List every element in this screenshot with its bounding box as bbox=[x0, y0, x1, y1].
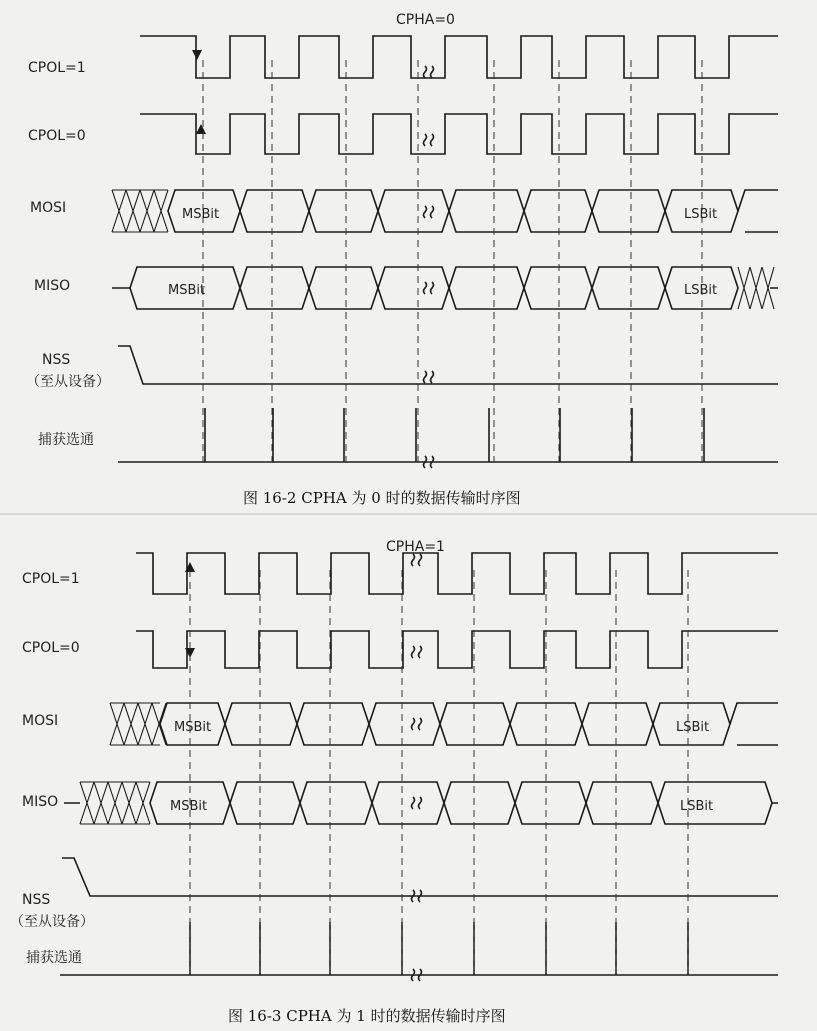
cpha1-caption: 图 16-3 CPHA 为 1 时的数据传输时序图 bbox=[228, 1007, 506, 1025]
cpha1-nss-sub-label: （至从设备） bbox=[10, 914, 94, 930]
cpha1-mosi-msbit: MSBit bbox=[174, 720, 212, 735]
cpha0-miso-lsbit: LSBit bbox=[684, 283, 718, 298]
cpha1-cpol1-label: CPOL=1 bbox=[22, 571, 80, 587]
cpha1-miso-msbit: MSBit bbox=[170, 799, 208, 814]
cpha0-miso-label: MISO bbox=[34, 278, 71, 294]
cpha0-cpol0-label: CPOL=0 bbox=[28, 128, 86, 144]
cpha1-mosi-label: MOSI bbox=[22, 713, 59, 729]
cpha0-capture-label: 捕获选通 bbox=[38, 432, 94, 448]
cpha0-caption: 图 16-2 CPHA 为 0 时的数据传输时序图 bbox=[243, 489, 521, 507]
cpha0-nss-sub-label: （至从设备） bbox=[26, 374, 110, 390]
cpha0-miso-msbit: MSBit bbox=[168, 283, 206, 298]
cpha0-nss-label: NSS bbox=[42, 352, 71, 368]
cpha1-mosi-lsbit: LSBit bbox=[676, 720, 710, 735]
cpha1-capture-label: 捕获选通 bbox=[26, 950, 82, 966]
cpha1-mode-label: CPHA=1 bbox=[386, 539, 445, 555]
cpha0-mosi-lsbit: LSBit bbox=[684, 207, 718, 222]
cpha0-mode-label: CPHA=0 bbox=[396, 12, 455, 28]
cpha1-miso-lsbit: LSBit bbox=[680, 799, 714, 814]
cpha0-cpol1-label: CPOL=1 bbox=[28, 60, 86, 76]
cpha1-miso-label: MISO bbox=[22, 794, 59, 810]
cpha1-nss-label: NSS bbox=[22, 892, 51, 908]
cpha0-mosi-msbit: MSBit bbox=[182, 207, 220, 222]
cpha0-mosi-label: MOSI bbox=[30, 200, 67, 216]
cpha1-cpol0-label: CPOL=0 bbox=[22, 640, 80, 656]
